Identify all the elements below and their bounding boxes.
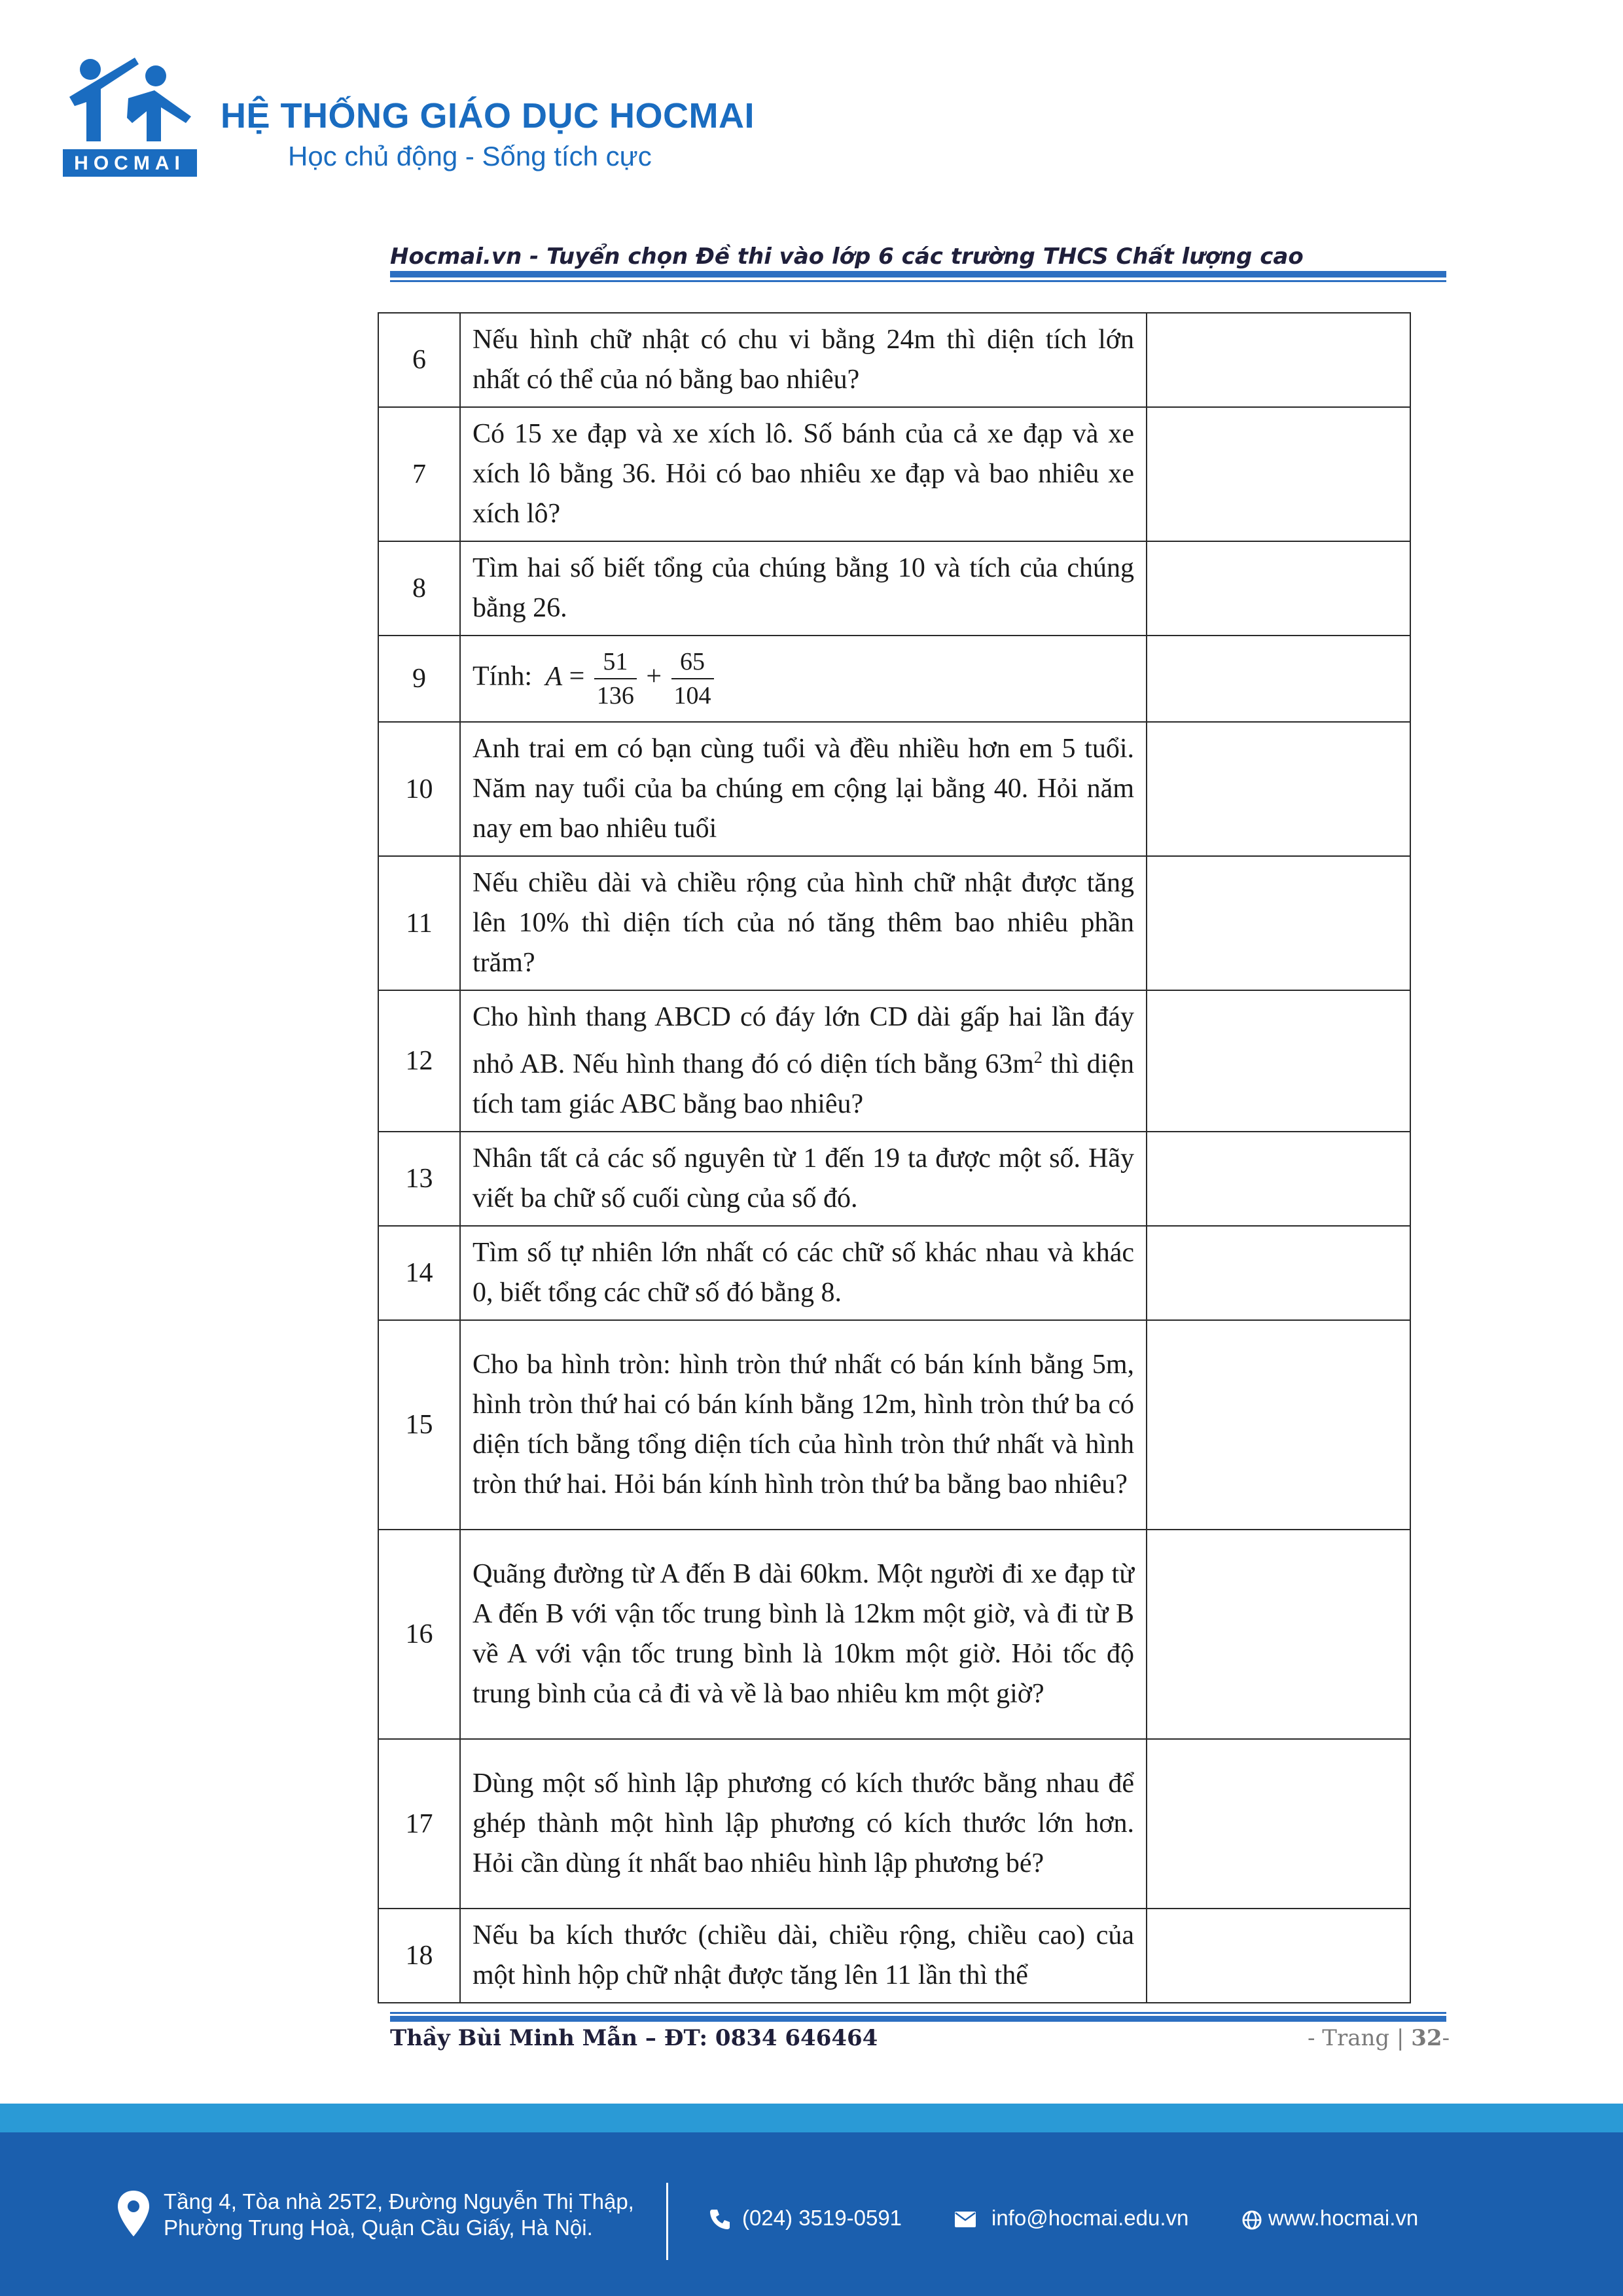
answer-cell	[1147, 636, 1410, 722]
globe-icon	[1242, 2210, 1262, 2230]
running-header: Hocmai.vn - Tuyển chọn Đề thi vào lớp 6 các trường THCS Chất lượng cao	[390, 243, 1304, 270]
question-text: Tìm số tự nhiên lớn nhất có các chữ số khác nhau và khác 0, biết tổng các chữ số đó bằng 8.	[460, 1226, 1147, 1320]
question-number: 8	[378, 541, 460, 636]
formula-prefix: Tính:	[473, 661, 532, 692]
answer-cell	[1147, 541, 1410, 636]
answer-cell	[1147, 407, 1410, 541]
question-number: 14	[378, 1226, 460, 1320]
question-number: 10	[378, 722, 460, 856]
address-line-2: Phường Trung Hoà, Quận Cầu Giấy, Hà Nội.	[164, 2215, 593, 2240]
question-number: 11	[378, 856, 460, 990]
question-text: Cho ba hình tròn: hình tròn thứ nhất có bán kính bằng 5m, hình tròn thứ hai có bán kính bằng 12m, hình tròn thứ ba có diện tích bằng tổng diện tích của hình tròn thứ nhất và hình tròn thứ hai. Hỏi bán kính hình tròn thứ ba bằng bao nhiêu?	[460, 1320, 1147, 1530]
fraction-1-denominator: 136	[596, 682, 634, 709]
question-text: Tìm hai số biết tổng của chúng bằng 10 và tích của chúng bằng 26.	[460, 541, 1147, 636]
answer-cell	[1147, 856, 1410, 990]
fraction-2-numerator: 65	[671, 645, 714, 679]
contact-website[interactable]: www.hocmai.vn	[1268, 2206, 1419, 2230]
contact-email[interactable]: info@hocmai.edu.vn	[991, 2206, 1189, 2230]
question-text: Nếu hình chữ nhật có chu vi bằng 24m thì diện tích lớn nhất có thể của nó bằng bao nhiêu?	[460, 313, 1147, 407]
answer-cell	[1147, 1226, 1410, 1320]
question-number: 18	[378, 1909, 460, 2003]
header-rule-thin	[390, 280, 1446, 282]
question-number: 13	[378, 1132, 460, 1226]
address-line-1: Tầng 4, Tòa nhà 25T2, Đường Nguyễn Thị Thập,	[164, 2189, 634, 2214]
answer-cell	[1147, 1530, 1410, 1739]
footer-rule	[390, 2016, 1446, 2022]
page-number-value: 32	[1411, 2025, 1442, 2051]
question-text	[460, 990, 1147, 1132]
question-formula	[460, 636, 1147, 722]
question-number: 7	[378, 407, 460, 541]
fraction-2-denominator: 104	[673, 682, 711, 709]
brand-title: HỆ THỐNG GIÁO DỤC HOCMAI	[221, 96, 755, 135]
answer-cell	[1147, 1739, 1410, 1909]
question-number: 6	[378, 313, 460, 407]
table-row	[378, 1320, 1410, 1530]
footer-divider	[666, 2183, 668, 2260]
formula-plus: +	[646, 661, 662, 692]
question-number: 17	[378, 1739, 460, 1909]
phone-icon	[708, 2207, 732, 2231]
page-number	[1308, 2025, 1450, 2051]
question-text: Dùng một số hình lập phương có kích thước bằng nhau để ghép thành một hình lập phương có kích thước lớn hơn. Hỏi cần dùng ít nhất bao nhiêu hình lập phương bé?	[460, 1739, 1147, 1909]
answer-cell	[1147, 722, 1410, 856]
table-row	[378, 407, 1410, 541]
questions-table	[378, 312, 1411, 2003]
question-number: 9	[378, 636, 460, 722]
question-text: Nếu chiều dài và chiều rộng của hình chữ nhật được tăng lên 10% thì diện tích của nó tăng thêm bao nhiêu phần trăm?	[460, 856, 1147, 990]
question-number: 16	[378, 1530, 460, 1739]
question-number: 15	[378, 1320, 460, 1530]
table-row	[378, 856, 1410, 990]
page-suffix: -	[1442, 2025, 1450, 2051]
fraction-2	[671, 645, 714, 712]
table-row	[378, 1909, 1410, 2003]
table-row	[378, 1530, 1410, 1739]
table-row	[378, 722, 1410, 856]
brand-slogan: Học chủ động - Sống tích cực	[288, 141, 652, 171]
question-text-part-b: thì diện tích tam giác ABC bằng bao nhiêu?	[473, 1049, 1134, 1119]
footer-rule-thin	[390, 2012, 1446, 2014]
formula-variable: A	[545, 661, 563, 692]
hocmai-logo	[63, 51, 197, 179]
question-text: Anh trai em có bạn cùng tuổi và đều nhiều hơn em 5 tuổi. Năm nay tuổi của ba chúng em cộng lại bằng 40. Hỏi năm nay em bao nhiêu tuổi	[460, 722, 1147, 856]
question-text: Nếu ba kích thước (chiều dài, chiều rộng, chiều cao) của một hình hộp chữ nhật được tăng lên 11 lần thì thể	[460, 1909, 1147, 2003]
table-row	[378, 541, 1410, 636]
question-text: Nhân tất cả các số nguyên từ 1 đến 19 ta được một số. Hãy viết ba chữ số cuối cùng của số đó.	[460, 1132, 1147, 1226]
footer-bar-accent	[0, 2104, 1623, 2132]
answer-cell	[1147, 990, 1410, 1132]
fraction-1	[594, 645, 637, 712]
table-row	[378, 1132, 1410, 1226]
contact-phone[interactable]: (024) 3519-0591	[742, 2206, 902, 2230]
header-rule	[390, 271, 1446, 278]
table-row	[378, 1226, 1410, 1320]
table-row	[378, 990, 1410, 1132]
answer-cell	[1147, 1909, 1410, 2003]
question-text-part-a: Cho hình thang ABCD có đáy lớn CD dài gấp hai lần đáy nhỏ AB. Nếu hình thang đó có diện tích bằng 63m	[473, 1002, 1134, 1079]
table-row	[378, 313, 1410, 407]
logo-text: HOCMAI	[74, 152, 185, 174]
superscript: 2	[1033, 1048, 1043, 1067]
answer-cell	[1147, 1132, 1410, 1226]
question-text: Có 15 xe đạp và xe xích lô. Số bánh của cả xe đạp và xe xích lô bằng 36. Hỏi có bao nhiêu xe đạp và bao nhiêu xe xích lô?	[460, 407, 1147, 541]
location-pin-icon	[116, 2189, 151, 2238]
question-number: 12	[378, 990, 460, 1132]
email-icon	[954, 2211, 976, 2228]
footer-author: Thầy Bùi Minh Mẫn – ĐT: 0834 646464	[390, 2025, 878, 2051]
page-prefix: - Trang |	[1308, 2025, 1404, 2051]
formula-equals: =	[569, 661, 585, 692]
answer-cell	[1147, 313, 1410, 407]
fraction-1-numerator: 51	[594, 645, 637, 679]
table-row	[378, 636, 1410, 722]
table-row	[378, 1739, 1410, 1909]
question-text: Quãng đường từ A đến B dài 60km. Một người đi xe đạp từ A đến B với vận tốc trung bình là 12km một giờ, và đi từ B về A với vận tốc trung bình là 10km một giờ. Hỏi tốc độ trung bình của cả đi và về là bao nhiêu km một giờ?	[460, 1530, 1147, 1739]
answer-cell	[1147, 1320, 1410, 1530]
